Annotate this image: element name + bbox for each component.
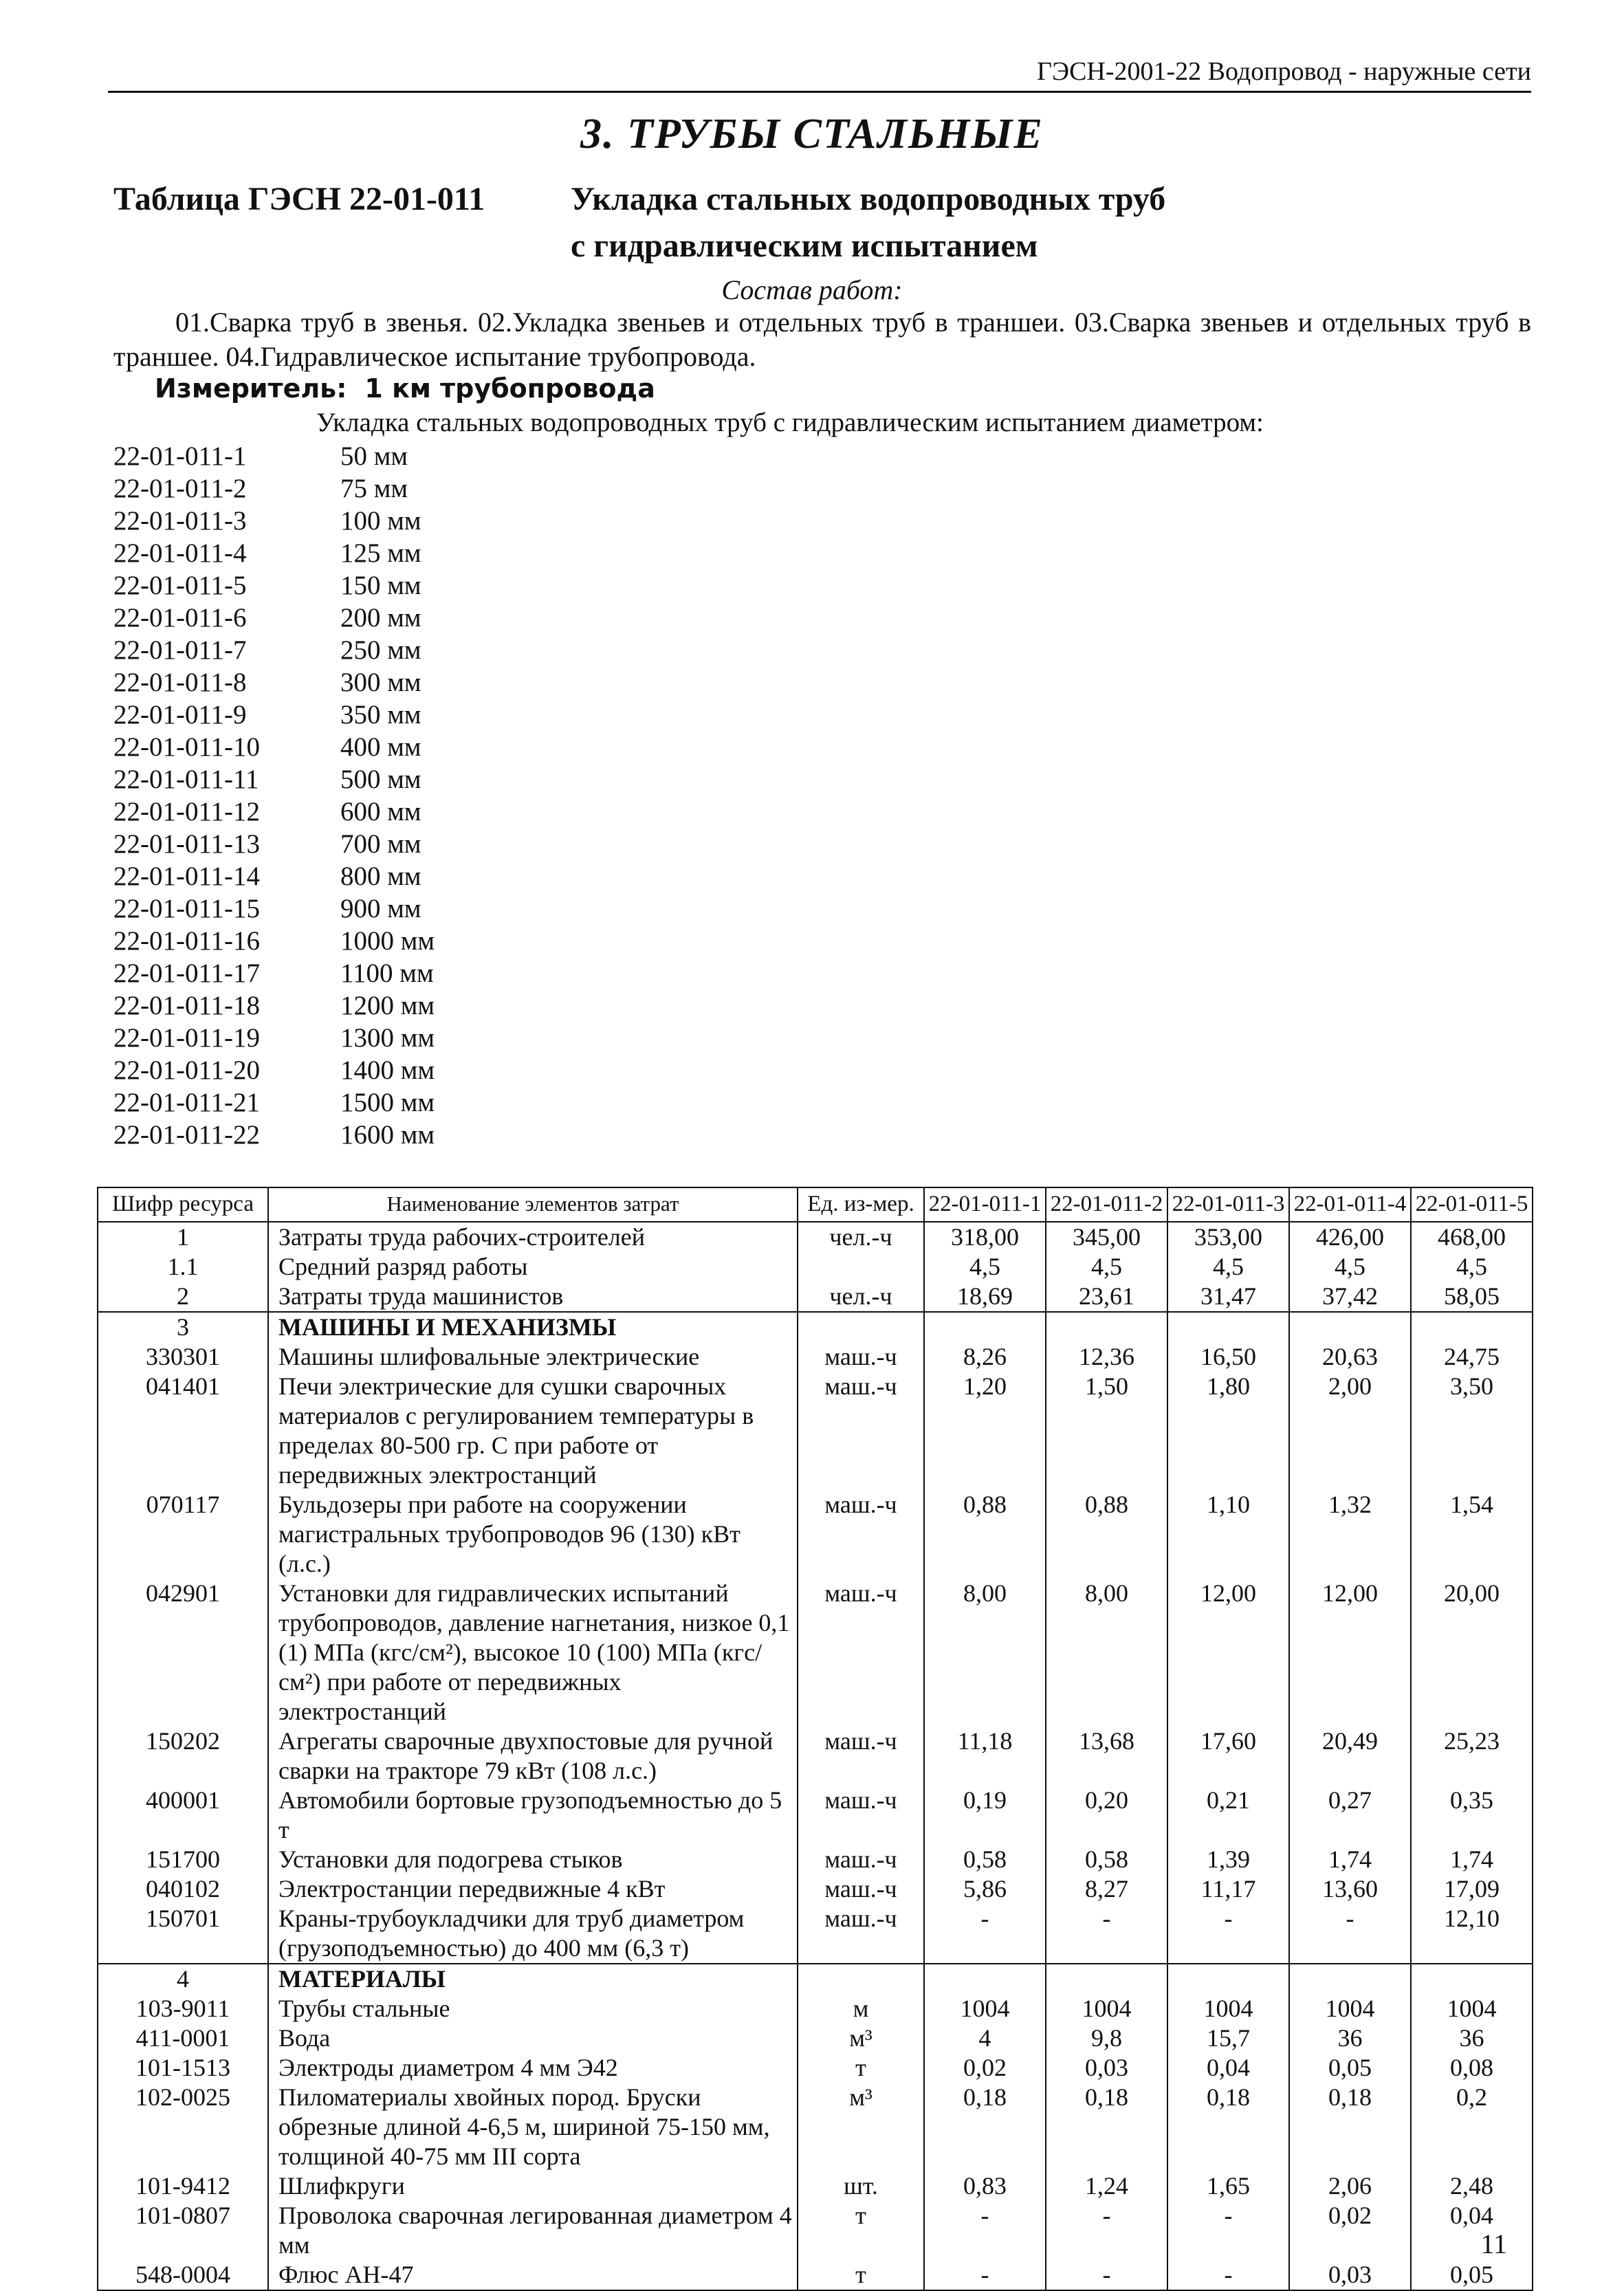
value-cell: 4,5 (1046, 1252, 1167, 1282)
resource-code: 3 (98, 1312, 268, 1342)
resource-code: 151700 (98, 1845, 268, 1874)
resource-unit (798, 1964, 924, 1994)
value-cell: 0,04 (1167, 2053, 1289, 2083)
unit-line (155, 373, 655, 404)
code-number: 22-01-011-20 (113, 1055, 261, 1085)
codes-list (113, 440, 435, 1151)
value-cell: 1,80 (1167, 1372, 1289, 1490)
table-row (98, 1342, 1533, 1372)
resource-code: 101-1513 (98, 2053, 268, 2083)
value-cell: - (1167, 1904, 1289, 1964)
table-row (98, 2083, 1533, 2171)
resource-unit: чел.-ч (798, 1282, 924, 1312)
resource-code: 330301 (98, 1342, 268, 1372)
code-row (113, 634, 435, 666)
code-row (113, 763, 435, 796)
table-row (98, 1874, 1533, 1904)
works-title: Состав работ: (721, 274, 903, 305)
resource-code: 548-0004 (98, 2260, 268, 2290)
value-cell (1046, 1312, 1167, 1342)
value-cell: 1004 (1289, 1994, 1411, 2024)
resource-code: 070117 (98, 1490, 268, 1579)
code-row (113, 666, 435, 699)
code-row (113, 1119, 435, 1151)
value-cell (1167, 1964, 1289, 1994)
value-cell: 0,18 (1046, 2083, 1167, 2171)
value-cell: 13,60 (1289, 1874, 1411, 1904)
code-diameter: 125 мм (340, 538, 421, 568)
resource-name: Флюс АН-47 (268, 2260, 798, 2290)
resource-unit: маш.-ч (798, 1727, 924, 1786)
resource-name: Агрегаты сварочные двухпостовые для ручной сварки на тракторе 79 кВт (108 л.с.) (268, 1727, 798, 1786)
header-col-5: 22-01-011-5 (1411, 1187, 1533, 1222)
resource-unit (798, 1252, 924, 1282)
code-row (113, 699, 435, 731)
resource-code: 040102 (98, 1874, 268, 1904)
value-cell: 11,18 (924, 1727, 1046, 1786)
resource-name: Средний разряд работы (268, 1252, 798, 1282)
table-row (98, 1282, 1533, 1312)
value-cell: 1,10 (1167, 1490, 1289, 1579)
table-row (98, 2201, 1533, 2260)
resource-code: 103-9011 (98, 1994, 268, 2024)
code-row (113, 440, 435, 472)
header-col-3: 22-01-011-3 (1167, 1187, 1289, 1222)
resource-unit: м (798, 1994, 924, 2024)
resource-code: 101-0807 (98, 2201, 268, 2260)
code-row (113, 505, 435, 537)
resource-name: Шлифкруги (268, 2171, 798, 2201)
value-cell (924, 1964, 1046, 1994)
table-code: Таблица ГЭСН 22-01-011 (113, 181, 485, 217)
resource-code: 1.1 (98, 1252, 268, 1282)
value-cell: 11,17 (1167, 1874, 1289, 1904)
code-row (113, 796, 435, 828)
value-cell: 12,36 (1046, 1342, 1167, 1372)
code-diameter: 1000 мм (340, 926, 435, 956)
code-number: 22-01-011-10 (113, 732, 261, 762)
value-cell: - (924, 2260, 1046, 2290)
value-cell (1411, 1312, 1533, 1342)
resource-code: 4 (98, 1964, 268, 1994)
code-row (113, 1022, 435, 1054)
resource-name: Печи электрические для сушки сварочных материалов с регулированием температуры в пределах 80-500 гр. С при работе от передвижных электростанций (268, 1372, 798, 1490)
code-diameter: 150 мм (340, 571, 421, 600)
value-cell: - (1289, 1904, 1411, 1964)
resource-unit: маш.-ч (798, 1490, 924, 1579)
code-number: 22-01-011-8 (113, 668, 247, 697)
code-row (113, 957, 435, 989)
code-row (113, 989, 435, 1022)
value-cell: 0,18 (1289, 2083, 1411, 2171)
value-cell: 12,00 (1167, 1579, 1289, 1727)
resource-code: 2 (98, 1282, 268, 1312)
code-diameter: 600 мм (340, 797, 421, 826)
code-row (113, 1054, 435, 1086)
header-col-1: 22-01-011-1 (924, 1187, 1046, 1222)
resource-code: 150202 (98, 1727, 268, 1786)
code-diameter: 75 мм (340, 474, 408, 503)
code-number: 22-01-011-12 (113, 797, 261, 826)
code-diameter: 1300 мм (340, 1023, 435, 1053)
value-cell: 353,00 (1167, 1222, 1289, 1252)
value-cell: 1,24 (1046, 2171, 1167, 2201)
code-number: 22-01-011-4 (113, 538, 247, 568)
code-number: 22-01-011-16 (113, 926, 261, 956)
resource-unit: т (798, 2260, 924, 2290)
table-row (98, 1964, 1533, 1994)
value-cell: 1004 (924, 1994, 1046, 2024)
code-number: 22-01-011-5 (113, 571, 247, 600)
value-cell: 4,5 (1411, 1252, 1533, 1282)
resource-name: Машины шлифовальные электрические (268, 1342, 798, 1372)
value-cell: 8,00 (1046, 1579, 1167, 1727)
value-cell: 4 (924, 2024, 1046, 2053)
header-rule (108, 91, 1531, 93)
code-diameter: 250 мм (340, 635, 421, 665)
value-cell: 0,58 (1046, 1845, 1167, 1874)
resource-name: МАТЕРИАЛЫ (268, 1964, 798, 1994)
value-cell: 20,00 (1411, 1579, 1533, 1727)
resource-code: 041401 (98, 1372, 268, 1490)
value-cell: 1004 (1167, 1994, 1289, 2024)
table-row (98, 1845, 1533, 1874)
code-diameter: 1100 мм (340, 958, 434, 988)
unit-label: Измеритель: (155, 373, 347, 404)
code-number: 22-01-011-21 (113, 1088, 261, 1117)
header-code: Шифр ресурса (98, 1187, 268, 1222)
value-cell: 13,68 (1046, 1727, 1167, 1786)
value-cell: 0,58 (924, 1845, 1046, 1874)
table-row (98, 1312, 1533, 1342)
resource-name: Трубы стальные (268, 1994, 798, 2024)
value-cell: - (924, 2201, 1046, 2260)
value-cell: 1,54 (1411, 1490, 1533, 1579)
value-cell: 37,42 (1289, 1282, 1411, 1312)
code-number: 22-01-011-17 (113, 958, 261, 988)
page-number: 11 (1480, 2228, 1507, 2259)
value-cell: 0,18 (1167, 2083, 1289, 2171)
value-cell: 36 (1411, 2024, 1533, 2053)
value-cell: 0,27 (1289, 1786, 1411, 1845)
value-cell: 17,60 (1167, 1727, 1289, 1786)
value-cell: 4,5 (1167, 1252, 1289, 1282)
value-cell: 0,21 (1167, 1786, 1289, 1845)
resource-code: 1 (98, 1222, 268, 1252)
header-name: Наименование элементов затрат (268, 1187, 798, 1222)
code-number: 22-01-011-14 (113, 862, 261, 891)
value-cell: 0,02 (1289, 2201, 1411, 2260)
value-cell (1289, 1312, 1411, 1342)
value-cell: 4,5 (1289, 1252, 1411, 1282)
code-number: 22-01-011-18 (113, 991, 261, 1020)
resource-unit: маш.-ч (798, 1342, 924, 1372)
code-row (113, 602, 435, 634)
value-cell: 0,02 (924, 2053, 1046, 2083)
code-diameter: 200 мм (340, 603, 421, 633)
resource-code: 411-0001 (98, 2024, 268, 2053)
code-diameter: 1500 мм (340, 1088, 435, 1117)
code-diameter: 800 мм (340, 862, 421, 891)
value-cell: 58,05 (1411, 1282, 1533, 1312)
codes-intro: Укладка стальных водопроводных труб с гидравлическим испытанием диаметром: (316, 408, 1264, 437)
value-cell: 20,63 (1289, 1342, 1411, 1372)
value-cell: - (1167, 2201, 1289, 2260)
resource-unit (798, 1312, 924, 1342)
value-cell: 0,05 (1411, 2260, 1533, 2290)
resource-unit: маш.-ч (798, 1579, 924, 1727)
code-number: 22-01-011-3 (113, 506, 247, 536)
value-cell: 0,03 (1289, 2260, 1411, 2290)
value-cell: 20,49 (1289, 1727, 1411, 1786)
section-title: 3. ТРУБЫ СТАЛЬНЫЕ (580, 111, 1044, 157)
running-header: ГЭСН-2001-22 Водопровод - наружные сети (1037, 57, 1531, 86)
value-cell: 318,00 (924, 1222, 1046, 1252)
value-cell: 0,03 (1046, 2053, 1167, 2083)
works-text-body: 01.Сварка труб в звенья. 02.Укладка звеньев и отдельных труб в траншеи. 03.Сварка звеньев и отдельных труб в траншее. 04.Гидравлическое испытание трубопровода. (113, 307, 1531, 372)
table-body (98, 1222, 1533, 2290)
resource-unit: маш.-ч (798, 1372, 924, 1490)
code-diameter: 700 мм (340, 829, 421, 859)
value-cell (1411, 1964, 1533, 1994)
table-title-line2: с гидравлическим испытанием (571, 228, 1038, 264)
value-cell: 1,65 (1167, 2171, 1289, 2201)
value-cell: - (1046, 1904, 1167, 1964)
code-number: 22-01-011-13 (113, 829, 261, 859)
value-cell: - (1046, 2201, 1167, 2260)
table-row (98, 1904, 1533, 1964)
value-cell: 1004 (1411, 1994, 1533, 2024)
resource-unit: маш.-ч (798, 1874, 924, 1904)
value-cell: 16,50 (1167, 1342, 1289, 1372)
value-cell: - (1046, 2260, 1167, 2290)
value-cell: 1,20 (924, 1372, 1046, 1490)
resource-code: 042901 (98, 1579, 268, 1727)
value-cell: 0,83 (924, 2171, 1046, 2201)
resource-unit: т (798, 2053, 924, 2083)
table-row (98, 1222, 1533, 1252)
table-row (98, 2260, 1533, 2290)
resource-name: МАШИНЫ И МЕХАНИЗМЫ (268, 1312, 798, 1342)
code-number: 22-01-011-1 (113, 441, 247, 471)
value-cell: 31,47 (1167, 1282, 1289, 1312)
table-header-row (98, 1187, 1533, 1222)
resource-name: Проволока сварочная легированная диаметром 4 мм (268, 2201, 798, 2260)
table-row (98, 1579, 1533, 1727)
resource-unit: маш.-ч (798, 1786, 924, 1845)
code-diameter: 1400 мм (340, 1055, 435, 1085)
resource-name: Затраты труда рабочих-строителей (268, 1222, 798, 1252)
value-cell: 1004 (1046, 1994, 1167, 2024)
value-cell: 2,00 (1289, 1372, 1411, 1490)
code-diameter: 1600 мм (340, 1120, 435, 1150)
value-cell: 25,23 (1411, 1727, 1533, 1786)
resource-code: 400001 (98, 1786, 268, 1845)
resource-name: Электроды диаметром 4 мм Э42 (268, 2053, 798, 2083)
value-cell: 0,88 (924, 1490, 1046, 1579)
value-cell: 17,09 (1411, 1874, 1533, 1904)
table-row (98, 1252, 1533, 1282)
code-number: 22-01-011-2 (113, 474, 247, 503)
value-cell: 2,06 (1289, 2171, 1411, 2201)
value-cell: 3,50 (1411, 1372, 1533, 1490)
code-row (113, 569, 435, 602)
value-cell: 12,00 (1289, 1579, 1411, 1727)
value-cell: 0,08 (1411, 2053, 1533, 2083)
value-cell: 1,74 (1289, 1845, 1411, 1874)
code-number: 22-01-011-19 (113, 1023, 261, 1053)
code-diameter: 400 мм (340, 732, 421, 762)
resource-name: Установки для гидравлических испытаний трубопроводов, давление нагнетания, низкое 0,1 (1) МПа (кгс/см²), высокое 10 (100) МПа (кгс/см²) при работе от передвижных электростанций (268, 1579, 798, 1727)
value-cell: 1,39 (1167, 1845, 1289, 1874)
value-cell: 2,48 (1411, 2171, 1533, 2201)
value-cell: 12,10 (1411, 1904, 1533, 1964)
resource-name: Электростанции передвижные 4 кВт (268, 1874, 798, 1904)
code-number: 22-01-011-6 (113, 603, 247, 633)
value-cell: 15,7 (1167, 2024, 1289, 2053)
table-row (98, 1786, 1533, 1845)
value-cell: 1,74 (1411, 1845, 1533, 1874)
code-row (113, 892, 435, 925)
resources-table (97, 1187, 1533, 2291)
code-diameter: 50 мм (340, 441, 408, 471)
value-cell: 1,50 (1046, 1372, 1167, 1490)
code-row (113, 472, 435, 505)
value-cell: 36 (1289, 2024, 1411, 2053)
value-cell: 24,75 (1411, 1342, 1533, 1372)
code-number: 22-01-011-9 (113, 700, 247, 730)
value-cell: - (924, 1904, 1046, 1964)
value-cell: 23,61 (1046, 1282, 1167, 1312)
header-col-4: 22-01-011-4 (1289, 1187, 1411, 1222)
table-row (98, 1372, 1533, 1490)
code-diameter: 350 мм (340, 700, 421, 730)
resource-unit: шт. (798, 2171, 924, 2201)
resource-name: Установки для подогрева стыков (268, 1845, 798, 1874)
table-row (98, 2053, 1533, 2083)
code-row (113, 731, 435, 763)
value-cell: 0,18 (924, 2083, 1046, 2171)
table-row (98, 1727, 1533, 1786)
resource-unit: т (798, 2201, 924, 2260)
value-cell: 345,00 (1046, 1222, 1167, 1252)
code-diameter: 100 мм (340, 506, 421, 536)
value-cell: 5,86 (924, 1874, 1046, 1904)
code-row (113, 828, 435, 860)
value-cell (924, 1312, 1046, 1342)
code-number: 22-01-011-15 (113, 894, 261, 923)
resource-unit: м³ (798, 2024, 924, 2053)
code-row (113, 537, 435, 569)
value-cell: 468,00 (1411, 1222, 1533, 1252)
code-row (113, 860, 435, 892)
value-cell: 0,04 (1411, 2201, 1533, 2260)
code-diameter: 300 мм (340, 668, 421, 697)
value-cell: 8,27 (1046, 1874, 1167, 1904)
table-row (98, 2024, 1533, 2053)
value-cell: 8,26 (924, 1342, 1046, 1372)
value-cell (1289, 1964, 1411, 1994)
code-diameter: 500 мм (340, 765, 421, 794)
value-cell: 0,19 (924, 1786, 1046, 1845)
value-cell: 0,05 (1289, 2053, 1411, 2083)
code-number: 22-01-011-7 (113, 635, 247, 665)
header-col-2: 22-01-011-2 (1046, 1187, 1167, 1222)
resource-name: Бульдозеры при работе на сооружении магистральных трубопроводов 96 (130) кВт (л.с.) (268, 1490, 798, 1579)
code-diameter: 900 мм (340, 894, 421, 923)
value-cell: 0,20 (1046, 1786, 1167, 1845)
code-number: 22-01-011-22 (113, 1120, 261, 1150)
value-cell (1046, 1964, 1167, 1994)
value-cell (1167, 1312, 1289, 1342)
resource-unit: чел.-ч (798, 1222, 924, 1252)
resource-unit: м³ (798, 2083, 924, 2171)
table-row (98, 2171, 1533, 2201)
resource-code: 101-9412 (98, 2171, 268, 2201)
unit-value: 1 км трубопровода (364, 373, 655, 404)
value-cell: 18,69 (924, 1282, 1046, 1312)
value-cell: 8,00 (924, 1579, 1046, 1727)
resource-unit: маш.-ч (798, 1845, 924, 1874)
resource-name: Пиломатериалы хвойных пород. Бруски обрезные длиной 4-6,5 м, шириной 75-150 мм, толщиной 40-75 мм III сорта (268, 2083, 798, 2171)
resource-name: Вода (268, 2024, 798, 2053)
header-unit: Ед. из-мер. (798, 1187, 924, 1222)
resource-name: Краны-трубоукладчики для труб диаметром (грузоподъемностью) до 400 мм (6,3 т) (268, 1904, 798, 1964)
table-title-line1: Укладка стальных водопроводных труб (571, 181, 1166, 217)
table-row (98, 1994, 1533, 2024)
value-cell: 0,2 (1411, 2083, 1533, 2171)
code-number: 22-01-011-11 (113, 765, 259, 794)
code-row (113, 925, 435, 957)
value-cell: 0,35 (1411, 1786, 1533, 1845)
value-cell: 0,88 (1046, 1490, 1167, 1579)
works-text (113, 305, 1531, 374)
value-cell: - (1167, 2260, 1289, 2290)
resource-unit: маш.-ч (798, 1904, 924, 1964)
resource-code: 150701 (98, 1904, 268, 1964)
resource-name: Затраты труда машинистов (268, 1282, 798, 1312)
value-cell: 4,5 (924, 1252, 1046, 1282)
resource-code: 102-0025 (98, 2083, 268, 2171)
table-row (98, 1490, 1533, 1579)
value-cell: 426,00 (1289, 1222, 1411, 1252)
value-cell: 9,8 (1046, 2024, 1167, 2053)
code-row (113, 1086, 435, 1119)
resource-name: Автомобили бортовые грузоподъемностью до 5 т (268, 1786, 798, 1845)
code-diameter: 1200 мм (340, 991, 435, 1020)
value-cell: 1,32 (1289, 1490, 1411, 1579)
